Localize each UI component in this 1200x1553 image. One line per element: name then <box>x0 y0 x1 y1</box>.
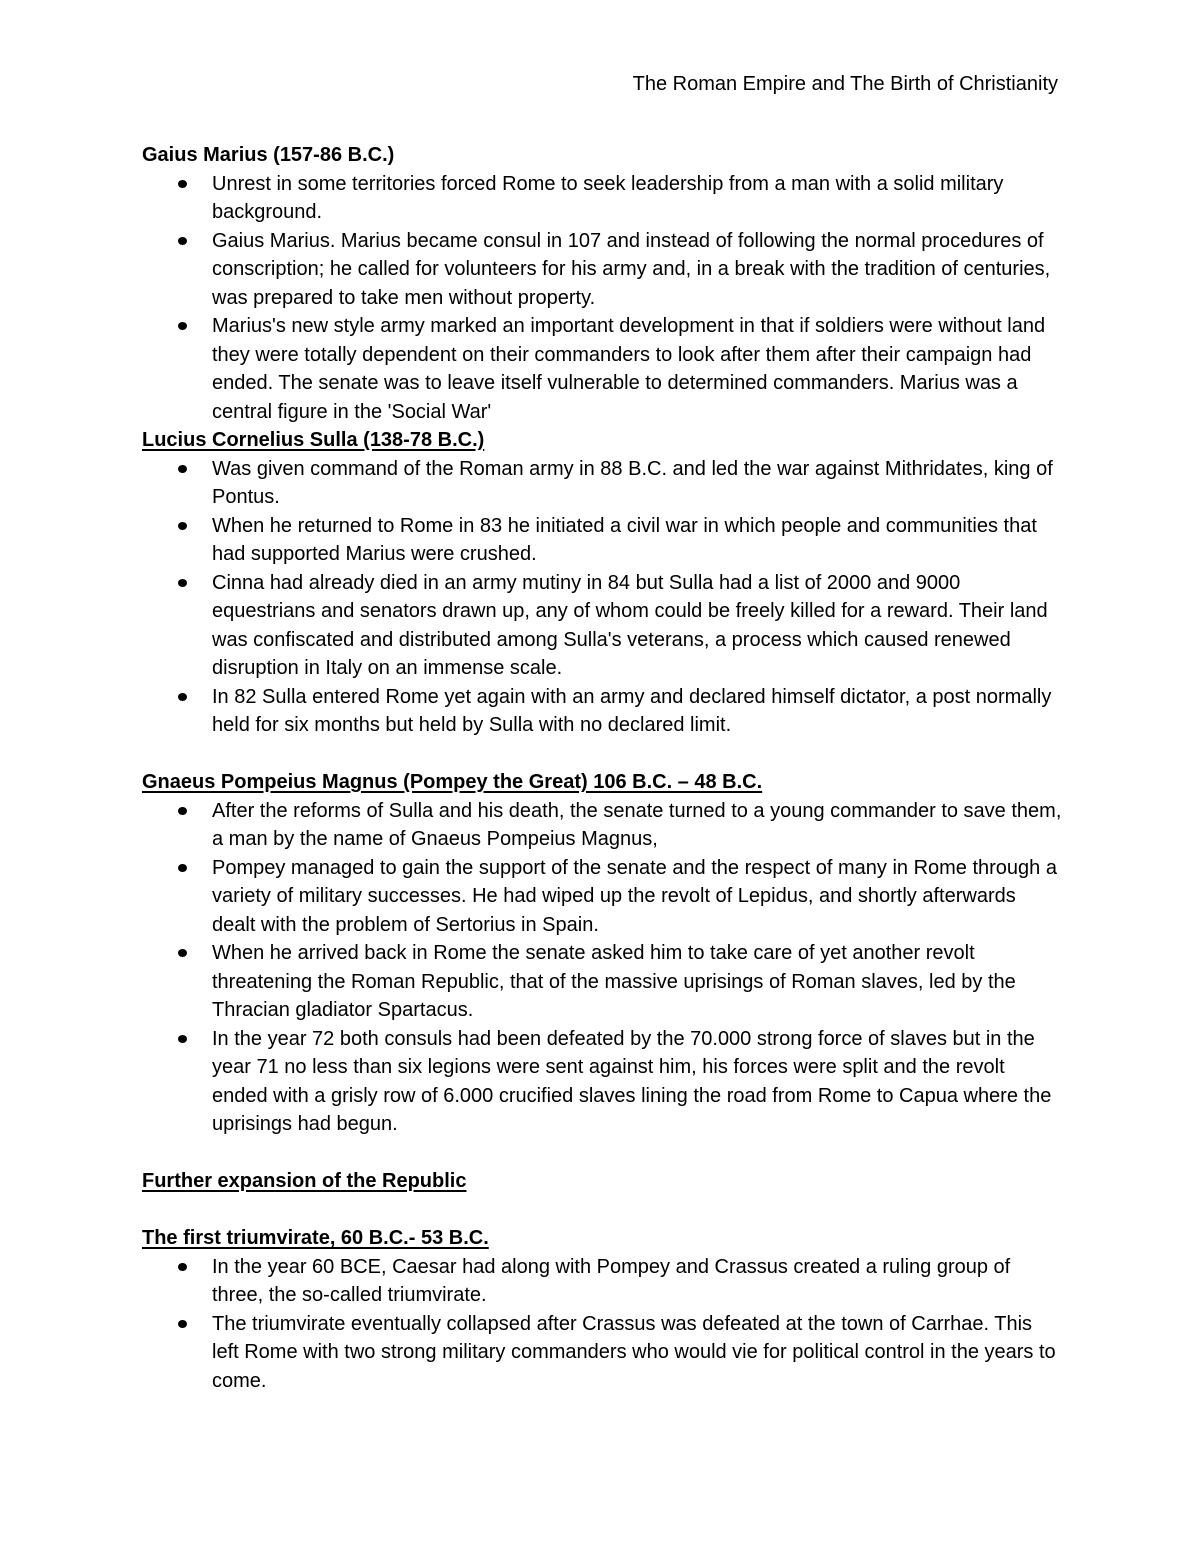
list-item <box>212 1253 1062 1310</box>
list-item <box>212 854 1062 940</box>
bullet-icon <box>178 1035 187 1043</box>
list-item <box>212 683 1062 740</box>
list-item-text: In 82 Sulla entered Rome yet again with an army and declared himself dictator, a post normally held for six months but held by Sulla with no declared limit. <box>212 685 1052 736</box>
blank-line <box>142 740 1062 769</box>
bullet-icon <box>178 237 187 245</box>
list-item <box>212 1025 1062 1139</box>
list-item-text: When he arrived back in Rome the senate asked him to take care of yet another revolt threatening the Roman Republic, that of the massive uprisings of Roman slaves, led by the Thracian gladiator Spartacus. <box>212 942 1016 1021</box>
section-sulla <box>142 426 1062 740</box>
list-item-text: Was given command of the Roman army in 88 B.C. and led the war against Mithridates, king of Pontus. <box>212 457 1053 508</box>
section-further-expansion <box>142 1167 1062 1196</box>
list-item-text: Pompey managed to gain the support of the senate and the respect of many in Rome through a variety of military successes. He had wiped up the revolt of Lepidus, and shortly afterwards dealt with the problem of Sertorius in Spain. <box>212 856 1057 936</box>
list-item-text: Gaius Marius. Marius became consul in 107 and instead of following the normal procedures of conscription; he called for volunteers for his army and, in a break with the tradition of centuries, was prepared to take men without property. <box>212 229 1051 309</box>
bullet-icon <box>178 949 187 957</box>
bullet-list <box>142 1253 1062 1396</box>
list-item <box>212 939 1062 1025</box>
blank-line <box>142 1196 1062 1225</box>
bullet-icon <box>178 693 187 701</box>
bullet-icon <box>178 579 187 587</box>
list-item <box>212 1310 1062 1396</box>
list-item <box>212 227 1062 313</box>
list-item <box>212 569 1062 683</box>
bullet-icon <box>178 465 187 473</box>
list-item-text: In the year 60 BCE, Caesar had along with Pompey and Crassus created a ruling group of three, the so-called triumvirate. <box>212 1255 1011 1306</box>
bullet-icon <box>178 1320 187 1328</box>
list-item <box>212 455 1062 512</box>
bullet-icon <box>178 807 187 815</box>
list-item-text: Unrest in some territories forced Rome to seek leadership from a man with a solid military background. <box>212 172 1004 223</box>
document-body <box>142 141 1062 1395</box>
blank-line <box>142 1139 1062 1168</box>
list-item-text: The triumvirate eventually collapsed after Crassus was defeated at the town of Carrhae. This left Rome with two strong military commanders who would vie for political control in the years to come. <box>212 1312 1056 1392</box>
list-item-text: Marius's new style army marked an important development in that if soldiers were without land they were totally dependent on their commanders to look after them after their campaign had ended. The senate was to leave itself vulnerable to determined commanders. Marius was a central figure in the 'Social War' <box>212 315 1046 423</box>
bullet-icon <box>178 1263 187 1271</box>
section-heading: Further expansion of the Republic <box>142 1170 467 1192</box>
bullet-list <box>142 455 1062 740</box>
bullet-icon <box>178 522 187 530</box>
bullet-list <box>142 797 1062 1139</box>
list-item-text: When he returned to Rome in 83 he initiated a civil war in which people and communities that had supported Marius were crushed. <box>212 514 1037 565</box>
list-item <box>212 512 1062 569</box>
bullet-icon <box>178 180 187 188</box>
section-heading: Gaius Marius (157-86 B.C.) <box>142 144 395 166</box>
running-header: The Roman Empire and The Birth of Christianity <box>632 73 1058 95</box>
bullet-icon <box>178 864 187 872</box>
section-heading: The first triumvirate, 60 B.C.- 53 B.C. <box>142 1227 489 1249</box>
list-item-text: After the reforms of Sulla and his death, the senate turned to a young commander to save them, a man by the name of Gnaeus Pompeius Magnus, <box>212 799 1062 850</box>
section-gaius-marius <box>142 141 1062 426</box>
bullet-list <box>142 170 1062 427</box>
section-pompey <box>142 768 1062 1139</box>
section-heading: Gnaeus Pompeius Magnus (Pompey the Great) 106 B.C. – 48 B.C. <box>142 771 763 793</box>
section-first-triumvirate <box>142 1224 1062 1395</box>
section-heading: Lucius Cornelius Sulla (138-78 B.C.) <box>142 429 485 451</box>
bullet-icon <box>178 322 187 330</box>
list-item-text: Cinna had already died in an army mutiny in 84 but Sulla had a list of 2000 and 9000 equestrians and senators drawn up, any of whom could be freely killed for a reward. Their land was confiscated and distributed among Sulla's veterans, a process which caused renewed disruption in Italy on an immense scale. <box>212 571 1048 679</box>
list-item <box>212 170 1062 227</box>
list-item <box>212 312 1062 426</box>
list-item-text: In the year 72 both consuls had been defeated by the 70.000 strong force of slaves but in the year 71 no less than six legions were sent against him, his forces were split and the revolt ended with a grisly row of 6.000 crucified slaves lining the road from Rome to Capua where the uprisings had begun. <box>212 1027 1052 1135</box>
list-item <box>212 797 1062 854</box>
